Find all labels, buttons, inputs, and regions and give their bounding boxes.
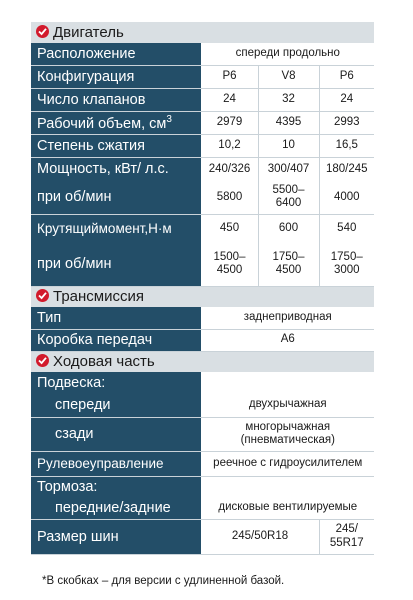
row-label: спереди: [31, 393, 201, 417]
row-label: Коробка передач: [31, 329, 201, 351]
row-label: сзади: [31, 417, 201, 451]
row-value-empty: [201, 372, 374, 393]
row-value: двухрычажная: [201, 393, 374, 417]
cell: 245/ 55R17: [319, 519, 374, 554]
section-title: Ходовая часть: [53, 353, 155, 371]
row-value: реечное с гидроусилителем: [201, 451, 374, 476]
cell: 540: [319, 214, 374, 242]
row-drive-type: [31, 307, 374, 329]
section-title: Трансмиссия: [53, 288, 144, 306]
row-label: Размер шин: [31, 519, 201, 554]
row-label: [31, 111, 201, 134]
check-icon: [36, 25, 49, 38]
row-label: передние/задние: [31, 497, 201, 519]
row-label: Тип: [31, 307, 201, 329]
cell: 24: [319, 88, 374, 111]
section-title: Двигатель: [53, 24, 124, 41]
cell: V8: [258, 65, 319, 88]
label-text: Рабочий объем, см: [37, 115, 167, 132]
cell: 600: [258, 214, 319, 242]
row-config: [31, 65, 374, 88]
row-valves: [31, 88, 374, 111]
row-displacement: [31, 111, 374, 134]
row-label: Тормоза:: [31, 476, 201, 497]
cell: 1750– 4500: [258, 242, 319, 286]
row-value: спереди продольно: [201, 43, 374, 65]
row-power: [31, 157, 374, 181]
cell: 450: [201, 214, 258, 242]
row-value: А6: [201, 329, 374, 351]
row-label: Рулевоеуправление: [31, 451, 201, 476]
section-transmission: [31, 286, 374, 307]
row-label: Конфигурация: [31, 65, 201, 88]
cell: 5800: [201, 181, 258, 214]
row-value: дисковые вентилируемые: [201, 497, 374, 519]
row-power-rpm: [31, 181, 374, 214]
check-icon: [36, 289, 49, 302]
row-brakes: [31, 476, 374, 497]
row-compression: [31, 134, 374, 157]
cell: 180/245: [319, 157, 374, 181]
row-tires: [31, 519, 374, 554]
cell: 4000: [319, 181, 374, 214]
section-engine: [31, 22, 374, 43]
row-suspension: [31, 372, 374, 393]
row-suspension-rear: [31, 417, 374, 451]
cell: 32: [258, 88, 319, 111]
cell: 10: [258, 134, 319, 157]
row-suspension-front: [31, 393, 374, 417]
cell: Р6: [319, 65, 374, 88]
cell: 16,5: [319, 134, 374, 157]
row-torque: [31, 214, 374, 242]
cell: 10,2: [201, 134, 258, 157]
row-gearbox: [31, 329, 374, 351]
row-torque-rpm: [31, 242, 374, 286]
row-value-empty: [201, 476, 374, 497]
footnote: *В скобках – для версии с удлиненной базой.: [42, 575, 285, 587]
cell: 1750– 3000: [319, 242, 374, 286]
row-value: многорычажная (пневматическая): [201, 417, 374, 451]
row-label: Число клапанов: [31, 88, 201, 111]
row-brakes-front-rear: [31, 497, 374, 519]
spec-sheet: [31, 22, 374, 555]
cell: 300/407: [258, 157, 319, 181]
cell: 4395: [258, 111, 319, 134]
row-layout: [31, 43, 374, 65]
row-value: заднеприводная: [201, 307, 374, 329]
cell: Р6: [201, 65, 258, 88]
row-label: при об/мин: [31, 181, 201, 214]
row-label: Крутящиймомент,Н·м: [31, 214, 201, 242]
row-label: Расположение: [31, 43, 201, 65]
cell: 1500– 4500: [201, 242, 258, 286]
row-steering: [31, 451, 374, 476]
spec-table: [31, 22, 374, 555]
cell: 24: [201, 88, 258, 111]
cell: 245/50R18: [201, 519, 319, 554]
unit-superscript: 3: [166, 113, 172, 125]
row-label: при об/мин: [31, 242, 201, 286]
row-label: Мощность, кВт/ л.с.: [31, 157, 201, 181]
row-label: Степень сжатия: [31, 134, 201, 157]
check-icon: [36, 354, 49, 367]
cell: 240/326: [201, 157, 258, 181]
cell: 2979: [201, 111, 258, 134]
section-chassis: [31, 351, 374, 372]
cell: 2993: [319, 111, 374, 134]
row-label: Подвеска:: [31, 372, 201, 393]
cell: 5500– 6400: [258, 181, 319, 214]
